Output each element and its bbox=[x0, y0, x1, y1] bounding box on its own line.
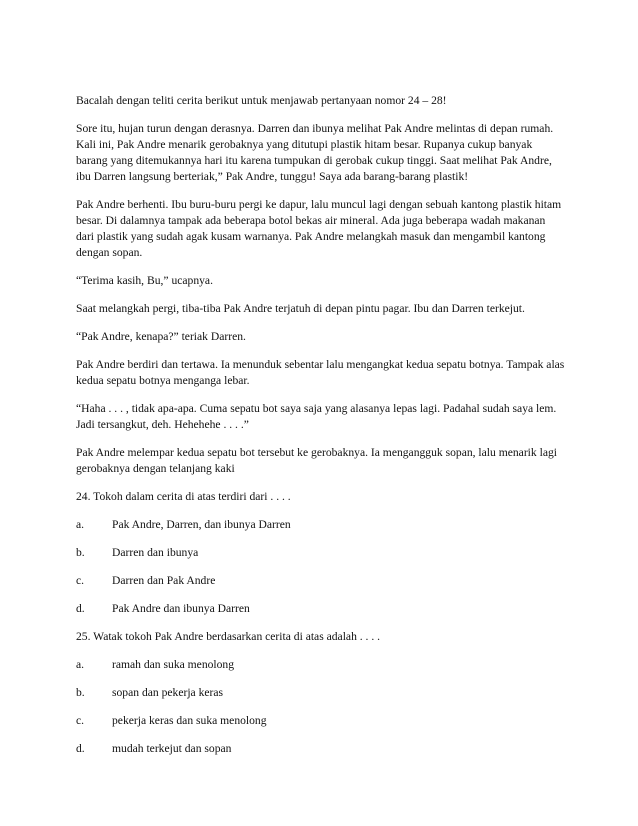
question-25 bbox=[76, 629, 566, 757]
option-a bbox=[76, 657, 566, 673]
option-d bbox=[76, 601, 566, 617]
option-text: ramah dan suka menolong bbox=[112, 658, 235, 671]
story-paragraph: Pak Andre melempar kedua sepatu bot tersebut ke gerobaknya. Ia mengangguk sopan, lalu menarik lagi gerobaknya dengan telanjang kaki bbox=[76, 446, 557, 475]
option-letter: c. bbox=[76, 714, 85, 727]
option-d bbox=[76, 741, 566, 757]
story-paragraph: “Pak Andre, kenapa?” teriak Darren. bbox=[76, 330, 246, 343]
story-paragraph: Pak Andre berdiri dan tertawa. Ia menunduk sebentar lalu mengangkat kedua sepatu botnya. Tampak alas kedua sepatu botnya menganga lebar. bbox=[76, 358, 565, 387]
story-paragraph: “Haha . . . , tidak apa-apa. Cuma sepatu bot saya saja yang alasanya lepas lagi. Padahal sudah saya lem. Jadi tersangkut, deh. Hehehehe . . . .” bbox=[76, 402, 557, 431]
option-letter: c. bbox=[76, 574, 85, 587]
option-text: Darren dan ibunya bbox=[112, 546, 199, 559]
option-letter: a. bbox=[76, 658, 85, 671]
question-text: 24. Tokoh dalam cerita di atas terdiri dari . . . . bbox=[76, 490, 291, 503]
document-page bbox=[76, 93, 566, 769]
option-text: Darren dan Pak Andre bbox=[112, 574, 216, 587]
question-24 bbox=[76, 489, 566, 617]
option-letter: a. bbox=[76, 518, 85, 531]
option-letter: b. bbox=[76, 686, 85, 699]
story-paragraph: “Terima kasih, Bu,” ucapnya. bbox=[76, 274, 213, 287]
option-letter: b. bbox=[76, 546, 85, 559]
option-b bbox=[76, 545, 566, 561]
option-letter: d. bbox=[76, 602, 85, 615]
option-b bbox=[76, 685, 566, 701]
story-paragraph: Pak Andre berhenti. Ibu buru-buru pergi ke dapur, lalu muncul lagi dengan sebuah kantong plastik hitam besar. Di dalamnya tampak ada beberapa botol bekas air mineral. Ada juga beberapa wadah makanan dari plastik yang sudah agak kusam warnanya. Pak Andre melangkah masuk dan mengambil kantong dengan sopan. bbox=[76, 198, 562, 259]
question-text: 25. Watak tokoh Pak Andre berdasarkan cerita di atas adalah . . . . bbox=[76, 630, 381, 643]
story-paragraph: Sore itu, hujan turun dengan derasnya. Darren dan ibunya melihat Pak Andre melintas di depan rumah. Kali ini, Pak Andre menarik gerobaknya yang ditutupi plastik hitam besar. Rupanya cukup banyak barang yang ditemukannya hari itu karena tumpukan di gerobak cukup tinggi. Saat melihat Pak Andre, ibu Darren langsung berteriak,” Pak Andre, tunggu! Saya ada barang-barang plastik! bbox=[76, 122, 554, 183]
option-text: Pak Andre dan ibunya Darren bbox=[112, 602, 250, 615]
option-text: sopan dan pekerja keras bbox=[112, 686, 224, 699]
option-c bbox=[76, 713, 566, 729]
story-paragraph: Saat melangkah pergi, tiba-tiba Pak Andre terjatuh di depan pintu pagar. Ibu dan Darren terkejut. bbox=[76, 302, 525, 315]
instruction-text: Bacalah dengan teliti cerita berikut untuk menjawab pertanyaan nomor 24 – 28! bbox=[76, 94, 447, 107]
option-letter: d. bbox=[76, 742, 85, 755]
option-text: mudah terkejut dan sopan bbox=[112, 742, 232, 755]
option-text: pekerja keras dan suka menolong bbox=[112, 714, 267, 727]
option-c bbox=[76, 573, 566, 589]
option-a bbox=[76, 517, 566, 533]
option-text: Pak Andre, Darren, dan ibunya Darren bbox=[112, 518, 291, 531]
